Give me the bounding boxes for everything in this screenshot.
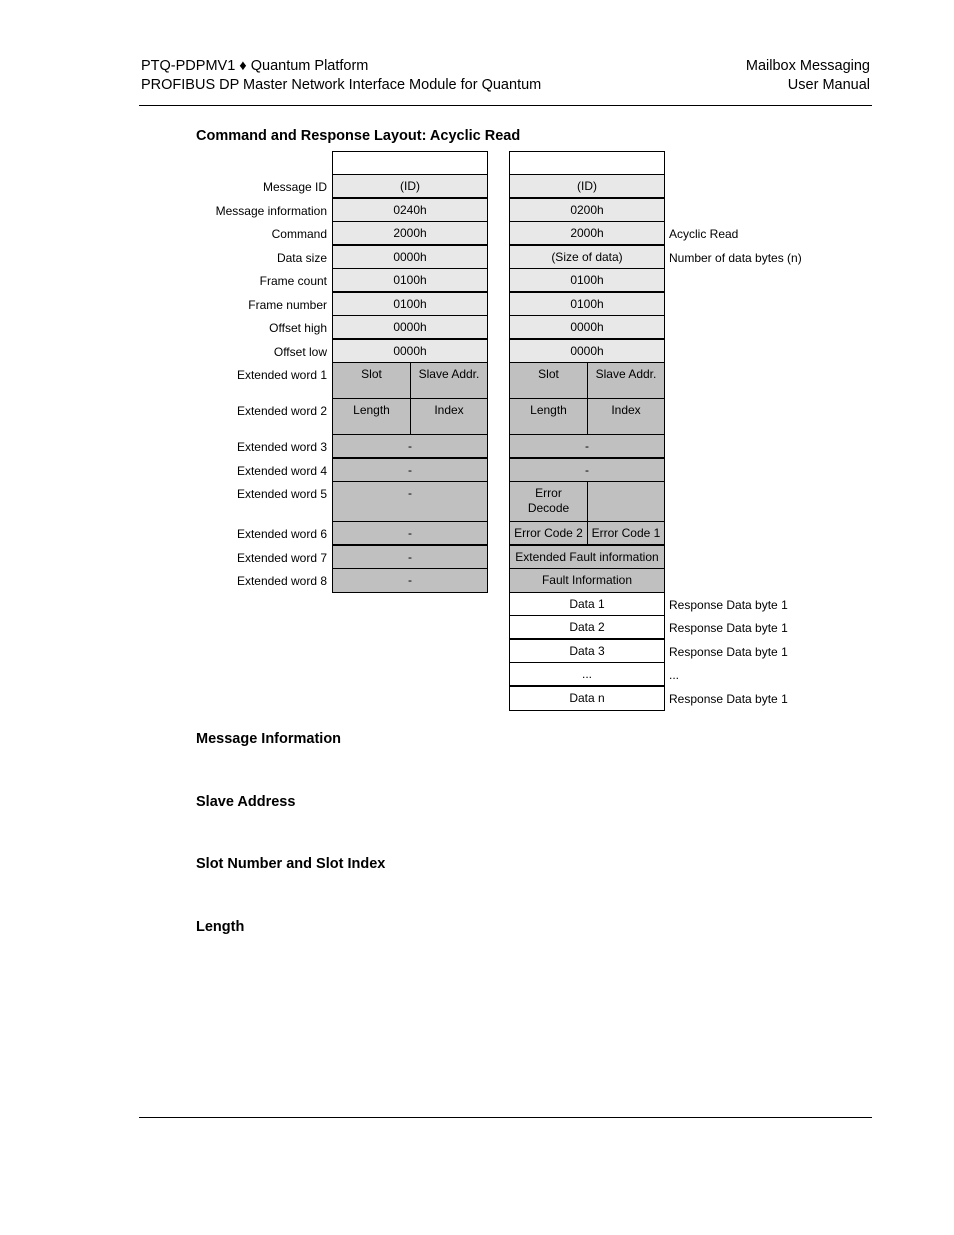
command-data-size: 0000h [332, 245, 488, 269]
response-frame-count: 0100h [509, 268, 665, 292]
command-ext7: - [332, 545, 488, 569]
manual-name: User Manual [787, 77, 870, 93]
heading-message-information: Message Information [196, 731, 342, 747]
command-ext2-index: Index [410, 398, 488, 435]
command-ext6: - [332, 521, 488, 545]
command-ext1-slot: Slot [332, 362, 411, 399]
command-ext2-length: Length [332, 398, 411, 435]
row-label-extended-word-3: Extended word 3 [236, 440, 327, 454]
response-ext2-length: Length [509, 398, 588, 435]
footer-rule [139, 1117, 872, 1118]
row-label-data-size: Data size [276, 251, 327, 265]
response-data-ellipsis: ... [509, 662, 665, 686]
row-label-offset-high: Offset high [269, 321, 327, 335]
command-ext4: - [332, 458, 488, 482]
command-frame-number: 0100h [332, 292, 488, 316]
description-data-1: Response Data byte 1 [669, 598, 788, 612]
response-ext5-error-decode: Error Decode [509, 481, 588, 522]
section-title: Command and Response Layout: Acyclic Read [196, 128, 521, 144]
heading-length: Length [196, 919, 245, 935]
response-ext8: Fault Information [509, 568, 665, 593]
command-ext3: - [332, 434, 488, 458]
command-offset-low: 0000h [332, 339, 488, 363]
response-ext5-blank [587, 481, 665, 522]
row-label-command: Command [271, 227, 327, 241]
product-subtitle: PROFIBUS DP Master Network Interface Module for Quantum [141, 77, 542, 93]
response-data-3: Data 3 [509, 639, 665, 663]
response-message-id: (ID) [509, 174, 665, 198]
response-offset-high: 0000h [509, 315, 665, 339]
description-data-size: Number of data bytes (n) [669, 251, 802, 265]
row-label-extended-word-1: Extended word 1 [236, 368, 327, 382]
response-ext7: Extended Fault information [509, 545, 665, 569]
row-label-offset-low: Offset low [273, 345, 327, 359]
row-label-extended-word-4: Extended word 4 [236, 464, 327, 478]
heading-slave-address: Slave Address [196, 794, 296, 810]
response-offset-low: 0000h [509, 339, 665, 363]
description-data-ellipsis: ... [669, 668, 680, 682]
row-label-extended-word-2: Extended word 2 [236, 404, 327, 418]
response-data-n: Data n [509, 686, 665, 711]
command-message-information: 0240h [332, 198, 488, 222]
header-rule [139, 105, 872, 106]
response-ext4: - [509, 458, 665, 482]
row-label-message-id: Message ID [262, 180, 327, 194]
chapter-title: Mailbox Messaging [745, 58, 870, 74]
command-command: 2000h [332, 221, 488, 245]
row-label-frame-count: Frame count [259, 274, 327, 288]
product-title: PTQ-PDPMV1 ♦ Quantum Platform [141, 58, 369, 74]
command-header-cell [332, 151, 488, 175]
response-frame-number: 0100h [509, 292, 665, 316]
response-ext3: - [509, 434, 665, 458]
response-data-2: Data 2 [509, 615, 665, 639]
command-ext5: - [332, 481, 488, 522]
description-data-2: Response Data byte 1 [669, 621, 788, 635]
row-label-extended-word-8: Extended word 8 [236, 574, 327, 588]
response-header-cell [509, 151, 665, 175]
command-ext1-slave-addr: Slave Addr. [410, 362, 488, 399]
response-ext6-error-code-1: Error Code 1 [587, 521, 665, 545]
row-label-frame-number: Frame number [248, 298, 327, 312]
response-ext1-slot: Slot [509, 362, 588, 399]
description-data-n: Response Data byte 1 [669, 692, 788, 706]
description-command: Acyclic Read [669, 227, 739, 241]
response-ext6-error-code-2: Error Code 2 [509, 521, 588, 545]
command-frame-count: 0100h [332, 268, 488, 292]
document-header-right [746, 57, 870, 95]
command-offset-high: 0000h [332, 315, 488, 339]
heading-slot-number-and-index: Slot Number and Slot Index [196, 856, 386, 872]
response-ext2-index: Index [587, 398, 665, 435]
response-data-1: Data 1 [509, 592, 665, 616]
response-message-information: 0200h [509, 198, 665, 222]
description-data-3: Response Data byte 1 [669, 645, 788, 659]
command-ext8: - [332, 568, 488, 593]
command-message-id: (ID) [332, 174, 488, 198]
row-label-extended-word-5: Extended word 5 [236, 487, 327, 501]
response-ext1-slave-addr: Slave Addr. [587, 362, 665, 399]
response-data-size: (Size of data) [509, 245, 665, 269]
response-command: 2000h [509, 221, 665, 245]
row-label-message-information: Message information [215, 204, 327, 218]
document-header-left [141, 57, 541, 95]
row-label-extended-word-6: Extended word 6 [236, 527, 327, 541]
row-label-extended-word-7: Extended word 7 [236, 551, 327, 565]
